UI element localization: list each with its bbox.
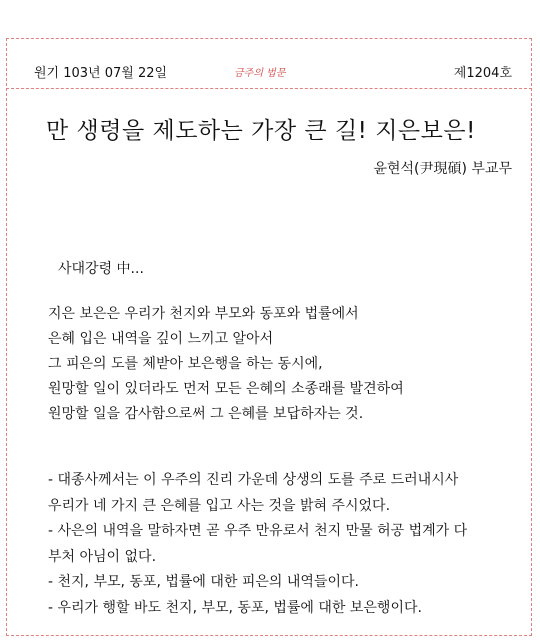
paragraph-line: - 대종사께서는 이 우주의 진리 가운데 상생의 도를 주로 드러내시사 xyxy=(48,472,459,488)
paragraph-line: 지은 보은은 우리가 천지와 부모와 동포와 법률에서 xyxy=(48,306,359,322)
headline: 만 생령을 제도하는 가장 큰 길! 지은보은! xyxy=(46,118,476,144)
issue-date: 원기 103년 07월 22일 xyxy=(34,66,168,81)
paragraph-line: 원망할 일이 있더라도 먼저 모든 은혜의 소종래를 발견하여 xyxy=(48,381,404,397)
paragraph-line: - 사은의 내역을 말하자면 곧 우주 만유로서 천지 만물 허공 법계가 다 xyxy=(48,523,468,539)
paragraph-line: 그 피은의 도를 체받아 보은행을 하는 동시에, xyxy=(48,356,323,372)
paragraph-line: - 우리가 행할 바도 천지, 부모, 동포, 법률에 대한 보은행이다. xyxy=(48,599,422,616)
column-label: 금주의 법문 xyxy=(234,68,286,79)
issue-number: 제1204호 xyxy=(453,66,512,81)
paragraph-line: 우리가 네 가지 큰 은혜를 입고 사는 것을 밝혀 주시었다. xyxy=(48,497,391,514)
header-divider xyxy=(6,88,532,89)
paragraph-2 xyxy=(48,468,467,621)
paragraph-1 xyxy=(48,302,404,427)
paragraph-line: - 천지, 부모, 동포, 법률에 대한 피은의 내역들이다. xyxy=(48,574,359,590)
paragraph-line: 부처 아님이 없다. xyxy=(48,548,157,565)
paragraph-line: 은혜 입은 내역을 깊이 느끼고 알아서 xyxy=(48,331,274,347)
author-byline: 윤현석(尹現碩) 부교무 xyxy=(373,161,512,177)
section-title: 사대강령 中... xyxy=(58,261,144,277)
paragraph-line: 원망할 일을 감사함으로써 그 은혜를 보답하자는 것. xyxy=(48,406,364,422)
